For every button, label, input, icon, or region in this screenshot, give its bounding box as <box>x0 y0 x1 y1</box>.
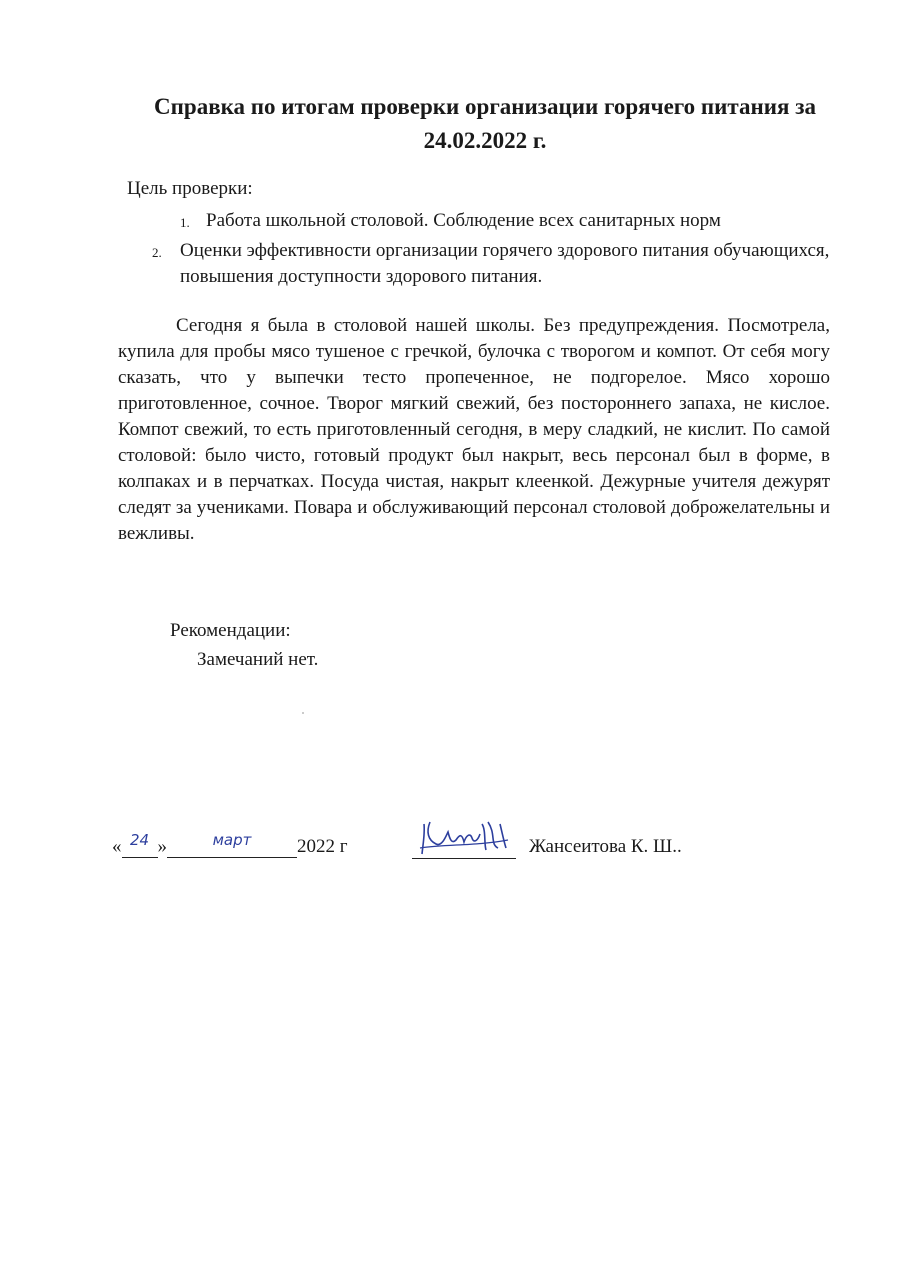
goal-number: 2. <box>152 245 162 260</box>
inspection-body: Сегодня я была в столовой нашей школы. Без предупреждения. Посмотрела, купила для пробы мясо тушеное с гречкой, булочка с творогом и компот. От себя могу сказать, что у выпечки тесто пропеченное, не подгорелое. Мясо хорошо приготовленное, сочное. Творог мягкий свежий, без постороннего запаха, не кислое. Компот свежий, то есть приготовленный сегодня, в меру сладкий, не кислит. По самой столовой: было чисто, готовый продукт был накрыт, весь персонал был в форме, в колпаках и в перчатках. Посуда чистая, накрыт клеенкой. Дежурные учителя дежурят следят за учениками. Повара и обслуживающий персонал столовой доброжелательны и вежливы. <box>118 315 830 544</box>
goal-text: Работа школьной столовой. Соблюдение всех санитарных норм <box>206 210 721 231</box>
goals-list <box>150 208 830 290</box>
scan-speck <box>302 712 304 714</box>
month-blank <box>167 831 297 858</box>
goal-text: Оценки эффективности организации горячего здорового питания обучающихся, повышения доступности здорового питания. <box>180 240 830 287</box>
recommendations-label: Рекомендации: <box>170 620 291 641</box>
year-text: 2022 г <box>297 836 348 857</box>
month-handwritten: март <box>212 831 252 849</box>
quote-open: « <box>112 836 122 857</box>
document-title <box>120 90 850 158</box>
signature-line <box>412 812 516 859</box>
date-line <box>112 828 348 858</box>
title-line-1: Справка по итогам проверки организации горячего питания за <box>154 94 816 119</box>
quote-close: » <box>157 836 167 857</box>
day-handwritten: 24 <box>129 831 150 849</box>
title-line-2: 24.02.2022 г. <box>423 128 547 153</box>
recommendations-value: Замечаний нет. <box>197 649 319 670</box>
day-blank <box>122 831 158 858</box>
signature-image <box>416 814 512 858</box>
goal-item <box>150 208 830 234</box>
goal-item <box>150 238 830 290</box>
goal-label: Цель проверки: <box>127 178 253 199</box>
goal-number: 1. <box>180 215 190 230</box>
signer-name: Жансеитова К. Ш.. <box>529 836 682 857</box>
